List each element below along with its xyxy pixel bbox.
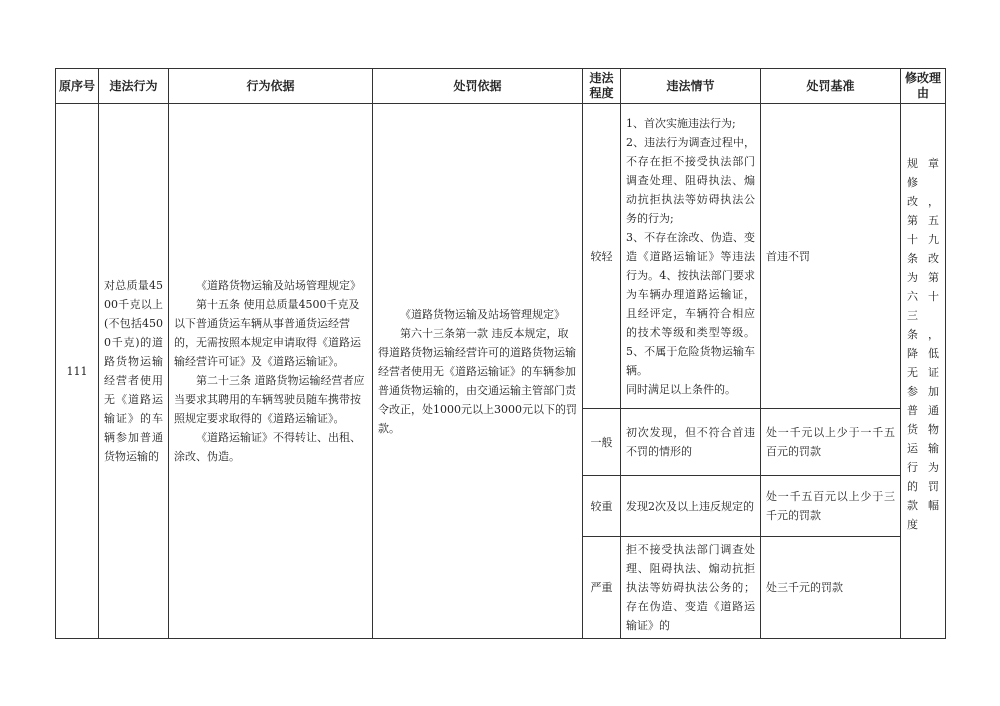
penalty-basis-cell <box>373 104 583 639</box>
standard-cell: 处一千五百元以上少于三千元的罚款 <box>761 476 901 537</box>
standard-cell: 处一千元以上少于一千五百元的罚款 <box>761 409 901 476</box>
standard-cell: 首违不罚 <box>761 104 901 409</box>
degree-cell: 较重 <box>583 476 621 537</box>
basis-paragraph: 第二十三条 道路货物运输经营者应当要求其聘用的车辆驾驶员随车携带按照规定要求取得的《道路运输证》。 <box>174 374 365 425</box>
behavior-cell: 对总质量4500千克以上(不包括4500千克)的道路货物运输经营者使用无《道路运输证》的车辆参加普通货物运输的 <box>99 104 169 639</box>
header-row <box>56 69 946 104</box>
basis-paragraph: 《道路货物运输及站场管理规定》 <box>196 279 361 292</box>
regulation-table <box>55 68 946 639</box>
header-circumstance: 违法情节 <box>621 69 761 104</box>
basis-paragraph: 《道路运输证》不得转让、出租、涂改、伪造。 <box>174 431 361 463</box>
header-basis: 行为依据 <box>169 69 373 104</box>
penalty-paragraph: 第六十三条第一款 违反本规定，取得道路货物运输经营许可的道路货物运输经营者使用无《道路运输证》的车辆参加普通货物运输的，由交通运输主管部门责令改正，处1000元以上3000元以下的罚款。 <box>378 326 577 435</box>
header-standard: 处罚基准 <box>761 69 901 104</box>
table-row <box>56 104 946 409</box>
reason-cell: 规章修改，第五十九条改为第六十三条，降低无证参加普通货物运输行为的罚款幅度 <box>901 104 946 639</box>
header-degree: 违法程度 <box>583 69 621 104</box>
circumstance-cell: 1、首次实施违法行为; 2、违法行为调查过程中，不存在拒不接受执法部门调查处理、阻碍执法、煽动抗拒执法等妨碍执法公务的行为; 3、不存在涂改、伪造、变造《道路运输证》等违法行为。4、按执法部门要求为车辆办理道路运输证，且经评定，车辆符合相应的技术等级和类型等级。5、不属于危险货物运输车辆。 同时满足以上条件的。 <box>621 104 761 409</box>
standard-cell: 处三千元的罚款 <box>761 537 901 639</box>
degree-cell: 一般 <box>583 409 621 476</box>
header-penalty-basis: 处罚依据 <box>373 69 583 104</box>
header-reason: 修改理由 <box>901 69 946 104</box>
header-seq: 原序号 <box>56 69 99 104</box>
penalty-paragraph: 《道路货物运输及站场管理规定》 <box>400 307 565 321</box>
circumstance-cell: 发现2次及以上违反规定的 <box>621 476 761 537</box>
degree-cell: 较轻 <box>583 104 621 409</box>
basis-cell <box>169 104 373 639</box>
circumstance-cell: 拒不接受执法部门调查处理、阻碍执法、煽动抗拒执法等妨碍执法公务的；存在伪造、变造《道路运输证》的 <box>621 537 761 639</box>
seq-cell: 111 <box>56 104 99 639</box>
basis-paragraph: 第十五条 使用总质量4500千克及以下普通货运车辆从事普通货运经营的，无需按照本规定申请取得《道路运输经营许可证》及《道路运输证》。 <box>174 298 361 368</box>
header-behavior: 违法行为 <box>99 69 169 104</box>
degree-cell: 严重 <box>583 537 621 639</box>
circumstance-cell: 初次发现，但不符合首违不罚的情形的 <box>621 409 761 476</box>
